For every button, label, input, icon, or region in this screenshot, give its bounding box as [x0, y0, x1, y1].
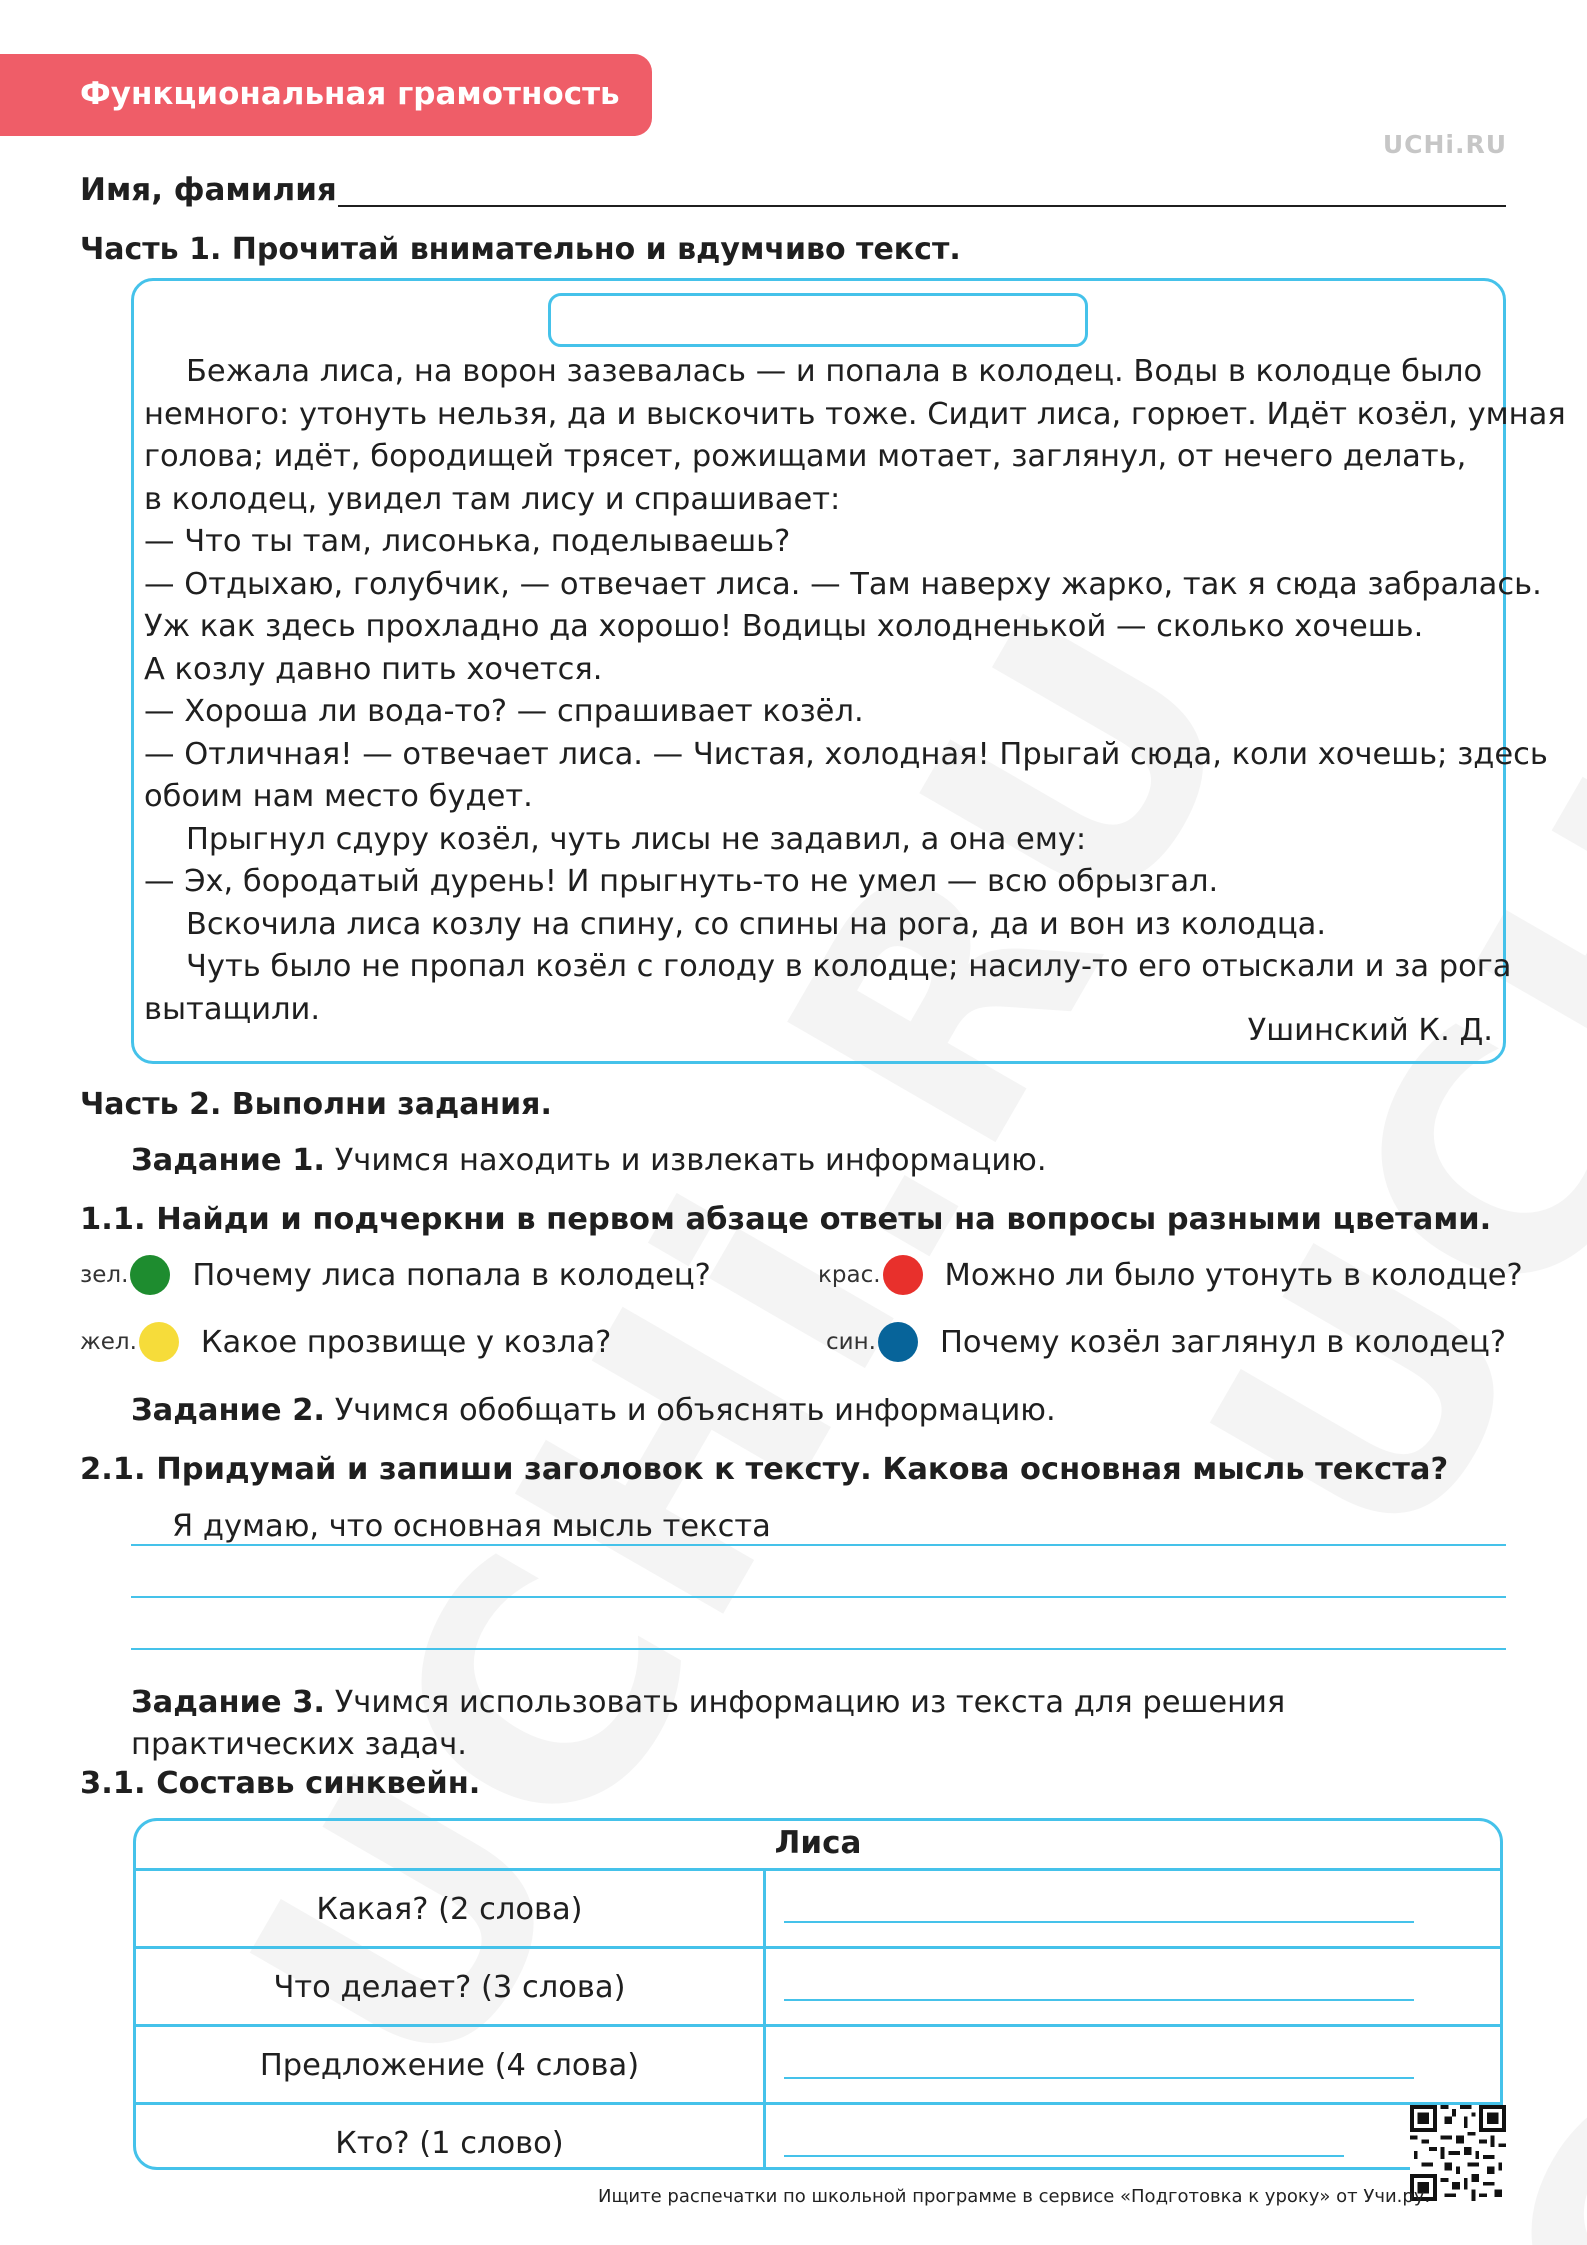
story-text — [144, 351, 1566, 1031]
task1-text: Учимся находить и извлекать информацию. — [325, 1143, 1047, 1178]
task3-label: Задание 3. — [131, 1685, 326, 1720]
task2-line — [131, 1393, 1056, 1428]
story-line: Вскочила лиса козлу на спину, со спины на рога, да и вон из колодца. — [186, 906, 1327, 942]
story-line: немного: утонуть нельзя, да и выскочить тоже. Сидит лиса, горюет. Идёт козёл, умная — [144, 396, 1566, 432]
brand-logo: UCHi.RU — [1382, 130, 1507, 159]
footer-text: Ищите распечатки по школьной программе в сервисе «Подготовка к уроку» от Учи.ру. — [598, 2186, 1431, 2207]
color-label: зел. — [80, 1262, 129, 1288]
row-answer-line[interactable] — [784, 2155, 1344, 2157]
row-answer-line[interactable] — [784, 1921, 1414, 1923]
yellow-dot-icon — [139, 1322, 179, 1362]
name-input-line[interactable] — [338, 205, 1506, 207]
story-line: — Что ты там, лисонька, поделываешь? — [144, 524, 791, 559]
story-line: — Хороша ли вода-то? — спрашивает козёл. — [144, 694, 864, 729]
color-label: крас. — [818, 1262, 881, 1288]
story-line: вытащили. — [144, 991, 321, 1027]
row-answer-line[interactable] — [784, 2077, 1414, 2079]
color-label: син. — [826, 1329, 876, 1355]
story-line: Чуть было не пропал козёл с голоду в колодце; насилу-то его отыскали и за рога — [186, 949, 1512, 984]
q11-heading: 1.1. Найди и подчеркни в первом абзаце ответы на вопросы разными цветами. — [80, 1202, 1492, 1237]
cinquain-title: Лиса — [136, 1821, 1500, 1871]
color-question: Почему козёл заглянул в колодец? — [939, 1324, 1507, 1360]
story-line: Прыгнул сдуру козёл, чуть лисы не задавил, а она ему: — [186, 821, 1087, 857]
part2-heading: Часть 2. Выполни задания. — [80, 1087, 552, 1122]
task2-text: Учимся обобщать и объяснять информацию. — [325, 1393, 1056, 1428]
row-answer-line[interactable] — [784, 1999, 1414, 2001]
story-author: Ушинский К. Д. — [1247, 1013, 1493, 1048]
task1-line — [131, 1143, 1047, 1178]
answer-lead: Я думаю, что основная мысль текста — [172, 1509, 771, 1544]
table-row — [136, 1949, 1500, 2027]
answer-line-2[interactable] — [131, 1596, 1506, 1598]
story-line: А козлу давно пить хочется. — [144, 651, 603, 687]
answer-line-3[interactable] — [131, 1648, 1506, 1650]
part1-heading: Часть 1. Прочитай внимательно и вдумчиво текст. — [80, 232, 961, 267]
header-band — [0, 54, 652, 136]
row-label: Что делает? (3 слова) — [136, 1949, 766, 2024]
table-row — [136, 2027, 1500, 2105]
green-dot-icon — [130, 1255, 170, 1295]
story-line: голова; идёт, бородищей трясет, рожищами мотает, заглянул, от нечего делать, — [144, 439, 1467, 474]
story-line: в колодец, увидел там лису и спрашивает: — [144, 481, 841, 517]
table-row — [136, 1871, 1500, 1949]
story-line: Бежала лиса, на ворон зазевалась — и попала в колодец. Воды в колодце было — [186, 354, 1483, 389]
row-label: Какая? (2 слова) — [136, 1871, 766, 1946]
name-label: Имя, фамилия — [80, 172, 337, 208]
color-item-green — [80, 1255, 711, 1295]
story-line: Уж как здесь прохладно да хорошо! Водицы холодненькой — сколько хочешь. — [144, 609, 1424, 644]
color-item-yellow — [80, 1322, 611, 1362]
task3-line — [131, 1682, 1511, 1766]
color-question: Почему лиса попала в колодец? — [192, 1257, 711, 1293]
story-line: обоим нам место будет. — [144, 779, 533, 814]
blue-dot-icon — [878, 1322, 918, 1362]
story-title-field[interactable] — [548, 293, 1088, 347]
color-label: жел. — [80, 1329, 137, 1355]
cinquain-table — [133, 1818, 1503, 2170]
task2-label: Задание 2. — [131, 1393, 326, 1428]
task3-text: Учимся использовать информацию из текста для решения практических задач. — [131, 1685, 1286, 1762]
story-line: — Эх, бородатый дурень! И прыгнуть-то не умел — всю обрызгал. — [144, 864, 1219, 899]
story-line: — Отдыхаю, голубчик, — отвечает лиса. — Там наверху жарко, так я сюда забралась. — [144, 566, 1542, 602]
story-line: — Отличная! — отвечает лиса. — Чистая, холодная! Прыгай сюда, коли хочешь; здесь — [144, 736, 1548, 772]
color-item-red — [818, 1255, 1523, 1295]
q31-heading: 3.1. Составь синквейн. — [80, 1766, 481, 1801]
row-label: Предложение (4 слова) — [136, 2027, 766, 2102]
color-question: Можно ли было утонуть в колодце? — [944, 1257, 1523, 1293]
header-title: Функциональная грамотность — [80, 76, 620, 112]
red-dot-icon — [883, 1255, 923, 1295]
color-item-blue — [826, 1322, 1506, 1362]
color-question: Какое прозвище у козла? — [200, 1324, 612, 1360]
task1-label: Задание 1. — [131, 1143, 326, 1178]
table-row — [136, 2105, 1500, 2170]
q21-heading: 2.1. Придумай и запиши заголовок к тексту. Какова основная мысль текста? — [80, 1452, 1449, 1487]
row-label: Кто? (1 слово) — [136, 2105, 766, 2170]
story-box — [131, 278, 1566, 1064]
answer-line-1[interactable] — [131, 1544, 1506, 1546]
